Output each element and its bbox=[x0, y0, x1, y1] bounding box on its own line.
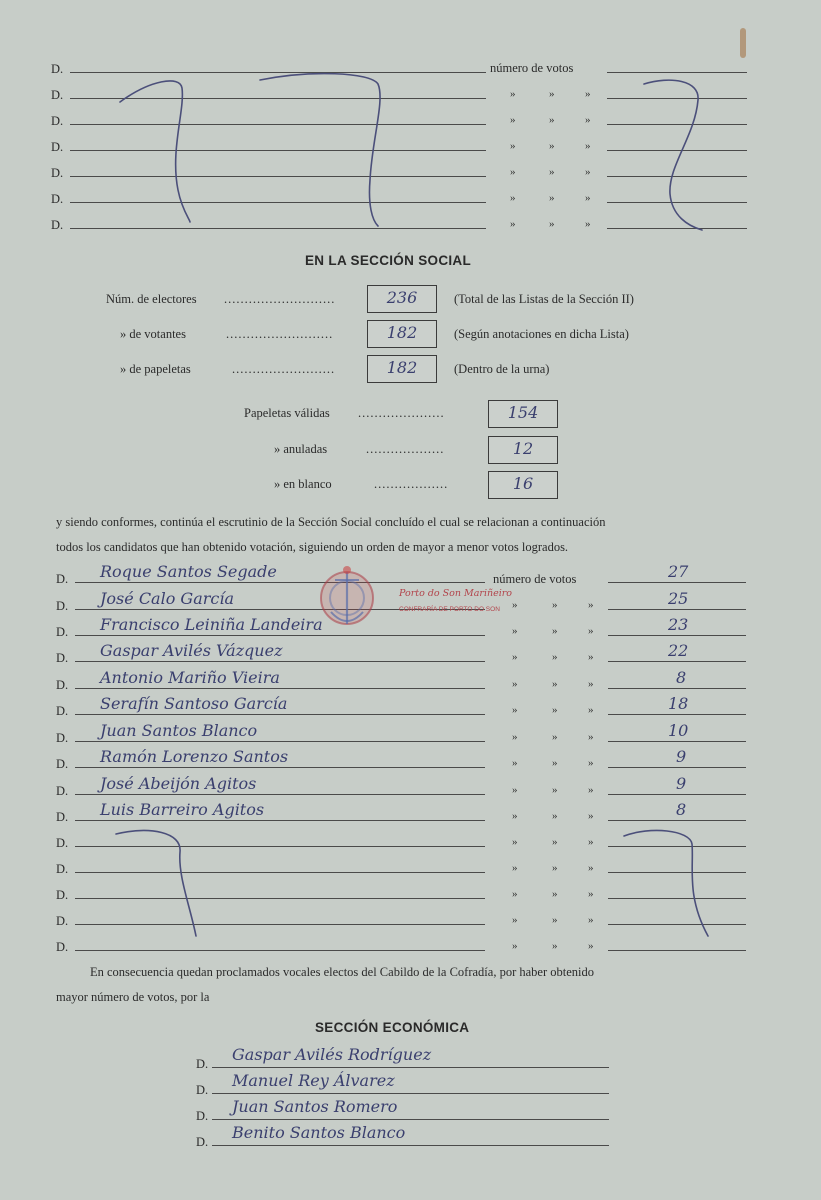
cancel-stroke-left bbox=[110, 70, 410, 230]
candidate-name: Antonio Mariño Vieira bbox=[100, 668, 280, 687]
d-prefix: D. bbox=[51, 62, 64, 76]
votes-line bbox=[608, 609, 746, 610]
papeletas-value: 182 bbox=[386, 358, 418, 377]
name-line bbox=[75, 661, 485, 662]
d-prefix: D. bbox=[56, 678, 69, 692]
d-prefix: D. bbox=[56, 836, 69, 850]
paragraph-2-line-1: En consecuencia quedan proclamados vocales electos del Cabildo de la Cofradía, por haber obtenido bbox=[90, 965, 594, 979]
d-prefix: D. bbox=[51, 192, 64, 206]
ditto-mark: » bbox=[552, 599, 558, 611]
d-prefix: D. bbox=[56, 888, 69, 902]
ditto-mark: » bbox=[588, 810, 594, 822]
electores-value: 236 bbox=[386, 288, 418, 307]
name-line bbox=[212, 1093, 609, 1094]
votes-line bbox=[608, 794, 746, 795]
ditto-mark: » bbox=[512, 731, 518, 743]
d-prefix: D. bbox=[56, 625, 69, 639]
ditto-mark: » bbox=[552, 784, 558, 796]
electores-note: (Total de las Listas de la Sección II) bbox=[454, 292, 634, 306]
ditto-mark: » bbox=[588, 599, 594, 611]
dot-leader: ........................... bbox=[224, 292, 336, 306]
section-social-title: EN LA SECCIÓN SOCIAL bbox=[305, 253, 472, 268]
name-line bbox=[75, 794, 485, 795]
validas-value: 154 bbox=[507, 403, 539, 422]
candidate-votes: 18 bbox=[668, 694, 689, 713]
votes-label: número de votos bbox=[490, 61, 574, 75]
candidate-name: Serafín Santoso García bbox=[100, 694, 288, 713]
anuladas-value: 12 bbox=[512, 439, 534, 458]
ditto-mark: » bbox=[549, 218, 555, 230]
ditto-mark: » bbox=[585, 166, 591, 178]
papeletas-label: » de papeletas bbox=[120, 362, 191, 376]
votantes-note: (Según anotaciones en dicha Lista) bbox=[454, 327, 629, 341]
dot-leader: .................. bbox=[374, 477, 449, 491]
candidate-name: José Calo García bbox=[100, 589, 235, 608]
d-prefix: D. bbox=[196, 1109, 209, 1123]
anuladas-label: » anuladas bbox=[274, 442, 328, 456]
d-prefix: D. bbox=[196, 1083, 209, 1097]
ditto-mark: » bbox=[512, 862, 518, 874]
candidate-name: Luis Barreiro Agitos bbox=[100, 800, 265, 819]
ditto-mark: » bbox=[552, 940, 558, 952]
candidate-votes: 9 bbox=[676, 747, 687, 766]
name-line bbox=[212, 1119, 609, 1120]
member-name: Benito Santos Blanco bbox=[232, 1123, 406, 1142]
ditto-mark: » bbox=[588, 888, 594, 900]
ditto-mark: » bbox=[552, 757, 558, 769]
d-prefix: D. bbox=[51, 140, 64, 154]
ditto-mark: » bbox=[512, 651, 518, 663]
stamp-subtitle: CONFRARÍA DE PORTO DO SON bbox=[399, 606, 500, 613]
candidate-name: Ramón Lorenzo Santos bbox=[100, 747, 289, 766]
paragraph-1-line-1: y siendo conformes, continúa el escrutinio de la Sección Social concluído el cual se relacionan a continuación bbox=[56, 515, 606, 529]
votantes-label: » de votantes bbox=[120, 327, 186, 341]
member-name: Gaspar Avilés Rodríguez bbox=[232, 1045, 432, 1064]
candidate-name: Gaspar Avilés Vázquez bbox=[100, 641, 283, 660]
electores-label: Núm. de electores bbox=[106, 292, 197, 306]
d-prefix: D. bbox=[56, 704, 69, 718]
ditto-mark: » bbox=[588, 731, 594, 743]
member-name: Juan Santos Romero bbox=[232, 1097, 398, 1116]
ditto-mark: » bbox=[552, 836, 558, 848]
ditto-mark: » bbox=[552, 678, 558, 690]
cancel-stroke-left bbox=[110, 826, 230, 946]
ditto-mark: » bbox=[552, 888, 558, 900]
ditto-mark: » bbox=[552, 810, 558, 822]
dot-leader: .......................... bbox=[226, 327, 334, 341]
blanco-value: 16 bbox=[512, 474, 534, 493]
name-line bbox=[75, 950, 485, 951]
votes-line bbox=[608, 741, 746, 742]
cofradia-stamp bbox=[315, 560, 515, 640]
ditto-mark: » bbox=[510, 192, 516, 204]
anuladas-box bbox=[488, 436, 558, 464]
cancel-stroke-right bbox=[640, 76, 720, 236]
candidate-name: Roque Santos Segade bbox=[100, 562, 277, 581]
ditto-mark: » bbox=[510, 166, 516, 178]
ditto-mark: » bbox=[588, 651, 594, 663]
name-line bbox=[75, 688, 485, 689]
ditto-mark: » bbox=[549, 114, 555, 126]
ditto-mark: » bbox=[512, 704, 518, 716]
d-prefix: D. bbox=[56, 940, 69, 954]
ditto-mark: » bbox=[512, 784, 518, 796]
ditto-mark: » bbox=[588, 784, 594, 796]
ditto-mark: » bbox=[588, 757, 594, 769]
d-prefix: D. bbox=[56, 784, 69, 798]
candidate-votes: 25 bbox=[668, 589, 689, 608]
d-prefix: D. bbox=[56, 757, 69, 771]
candidate-votes: 8 bbox=[676, 800, 687, 819]
candidate-name: Juan Santos Blanco bbox=[100, 721, 258, 740]
votes-line bbox=[608, 714, 746, 715]
paper-stain bbox=[740, 28, 746, 58]
ditto-mark: » bbox=[588, 704, 594, 716]
ditto-mark: » bbox=[585, 88, 591, 100]
d-prefix: D. bbox=[51, 114, 64, 128]
d-prefix: D. bbox=[56, 599, 69, 613]
candidate-votes: 10 bbox=[668, 721, 689, 740]
candidate-name: José Abeijón Agitos bbox=[100, 774, 257, 793]
paragraph-2-line-2: mayor número de votos, por la bbox=[56, 990, 210, 1004]
section-economica-title: SECCIÓN ECONÓMICA bbox=[315, 1020, 470, 1035]
d-prefix: D. bbox=[51, 166, 64, 180]
name-line bbox=[75, 714, 485, 715]
paragraph-1-line-2: todos los candidatos que han obtenido votación, siguiendo un orden de mayor a menor votos logrados. bbox=[56, 540, 569, 554]
votes-line bbox=[608, 635, 746, 636]
candidate-votes: 27 bbox=[668, 562, 689, 581]
papeletas-box bbox=[367, 355, 437, 383]
dot-leader: ..................... bbox=[358, 406, 445, 420]
votes-line bbox=[608, 950, 746, 951]
candidate-name: Francisco Leiniña Landeira bbox=[100, 615, 323, 634]
ditto-mark: » bbox=[585, 114, 591, 126]
ditto-mark: » bbox=[588, 940, 594, 952]
d-prefix: D. bbox=[56, 810, 69, 824]
d-prefix: D. bbox=[56, 862, 69, 876]
ditto-mark: » bbox=[588, 678, 594, 690]
candidate-votes: 22 bbox=[668, 641, 689, 660]
cancel-stroke-right bbox=[620, 826, 730, 946]
name-line bbox=[75, 741, 485, 742]
ditto-mark: » bbox=[588, 625, 594, 637]
ditto-mark: » bbox=[552, 651, 558, 663]
ditto-mark: » bbox=[510, 140, 516, 152]
papeletas-note: (Dentro de la urna) bbox=[454, 362, 550, 376]
votantes-value: 182 bbox=[386, 323, 418, 342]
d-prefix: D. bbox=[56, 914, 69, 928]
d-prefix: D. bbox=[56, 572, 69, 586]
candidate-votes: 23 bbox=[668, 615, 689, 634]
ditto-mark: » bbox=[549, 166, 555, 178]
votes-line bbox=[607, 72, 747, 73]
ditto-mark: » bbox=[512, 678, 518, 690]
validas-box bbox=[488, 400, 558, 428]
member-name: Manuel Rey Álvarez bbox=[232, 1071, 395, 1090]
candidate-votes: 9 bbox=[676, 774, 687, 793]
votantes-box bbox=[367, 320, 437, 348]
votes-line bbox=[608, 582, 746, 583]
blanco-label: » en blanco bbox=[274, 477, 332, 491]
votes-label: número de votos bbox=[493, 572, 577, 586]
stamp-title: Porto do Son Mariñeiro bbox=[399, 588, 513, 599]
dot-leader: ................... bbox=[366, 442, 445, 456]
d-prefix: D. bbox=[56, 651, 69, 665]
ditto-mark: » bbox=[512, 599, 518, 611]
blanco-box bbox=[488, 471, 558, 499]
ditto-mark: » bbox=[510, 218, 516, 230]
ditto-mark: » bbox=[512, 836, 518, 848]
ditto-mark: » bbox=[552, 914, 558, 926]
dot-leader: ......................... bbox=[232, 362, 336, 376]
votes-line bbox=[608, 661, 746, 662]
ditto-mark: » bbox=[585, 218, 591, 230]
name-line bbox=[212, 1067, 609, 1068]
ditto-mark: » bbox=[585, 192, 591, 204]
d-prefix: D. bbox=[196, 1057, 209, 1071]
ditto-mark: » bbox=[552, 862, 558, 874]
name-line bbox=[75, 767, 485, 768]
ditto-mark: » bbox=[588, 914, 594, 926]
ditto-mark: » bbox=[512, 625, 518, 637]
d-prefix: D. bbox=[51, 88, 64, 102]
name-line bbox=[75, 820, 485, 821]
name-line bbox=[212, 1145, 609, 1146]
ditto-mark: » bbox=[512, 888, 518, 900]
votes-line bbox=[608, 767, 746, 768]
ditto-mark: » bbox=[512, 914, 518, 926]
ditto-mark: » bbox=[552, 625, 558, 637]
anchor-icon bbox=[315, 560, 405, 640]
votes-line bbox=[608, 688, 746, 689]
votes-line bbox=[608, 820, 746, 821]
validas-label: Papeletas válidas bbox=[244, 406, 330, 420]
ditto-mark: » bbox=[549, 140, 555, 152]
electores-box bbox=[367, 285, 437, 313]
d-prefix: D. bbox=[56, 731, 69, 745]
ditto-mark: » bbox=[512, 940, 518, 952]
ditto-mark: » bbox=[510, 114, 516, 126]
d-prefix: D. bbox=[196, 1135, 209, 1149]
d-prefix: D. bbox=[51, 218, 64, 232]
ditto-mark: » bbox=[512, 810, 518, 822]
ditto-mark: » bbox=[552, 704, 558, 716]
ditto-mark: » bbox=[585, 140, 591, 152]
ditto-mark: » bbox=[510, 88, 516, 100]
ditto-mark: » bbox=[552, 731, 558, 743]
ditto-mark: » bbox=[549, 192, 555, 204]
ditto-mark: » bbox=[549, 88, 555, 100]
ditto-mark: » bbox=[512, 757, 518, 769]
ditto-mark: » bbox=[588, 862, 594, 874]
candidate-votes: 8 bbox=[676, 668, 687, 687]
ditto-mark: » bbox=[588, 836, 594, 848]
